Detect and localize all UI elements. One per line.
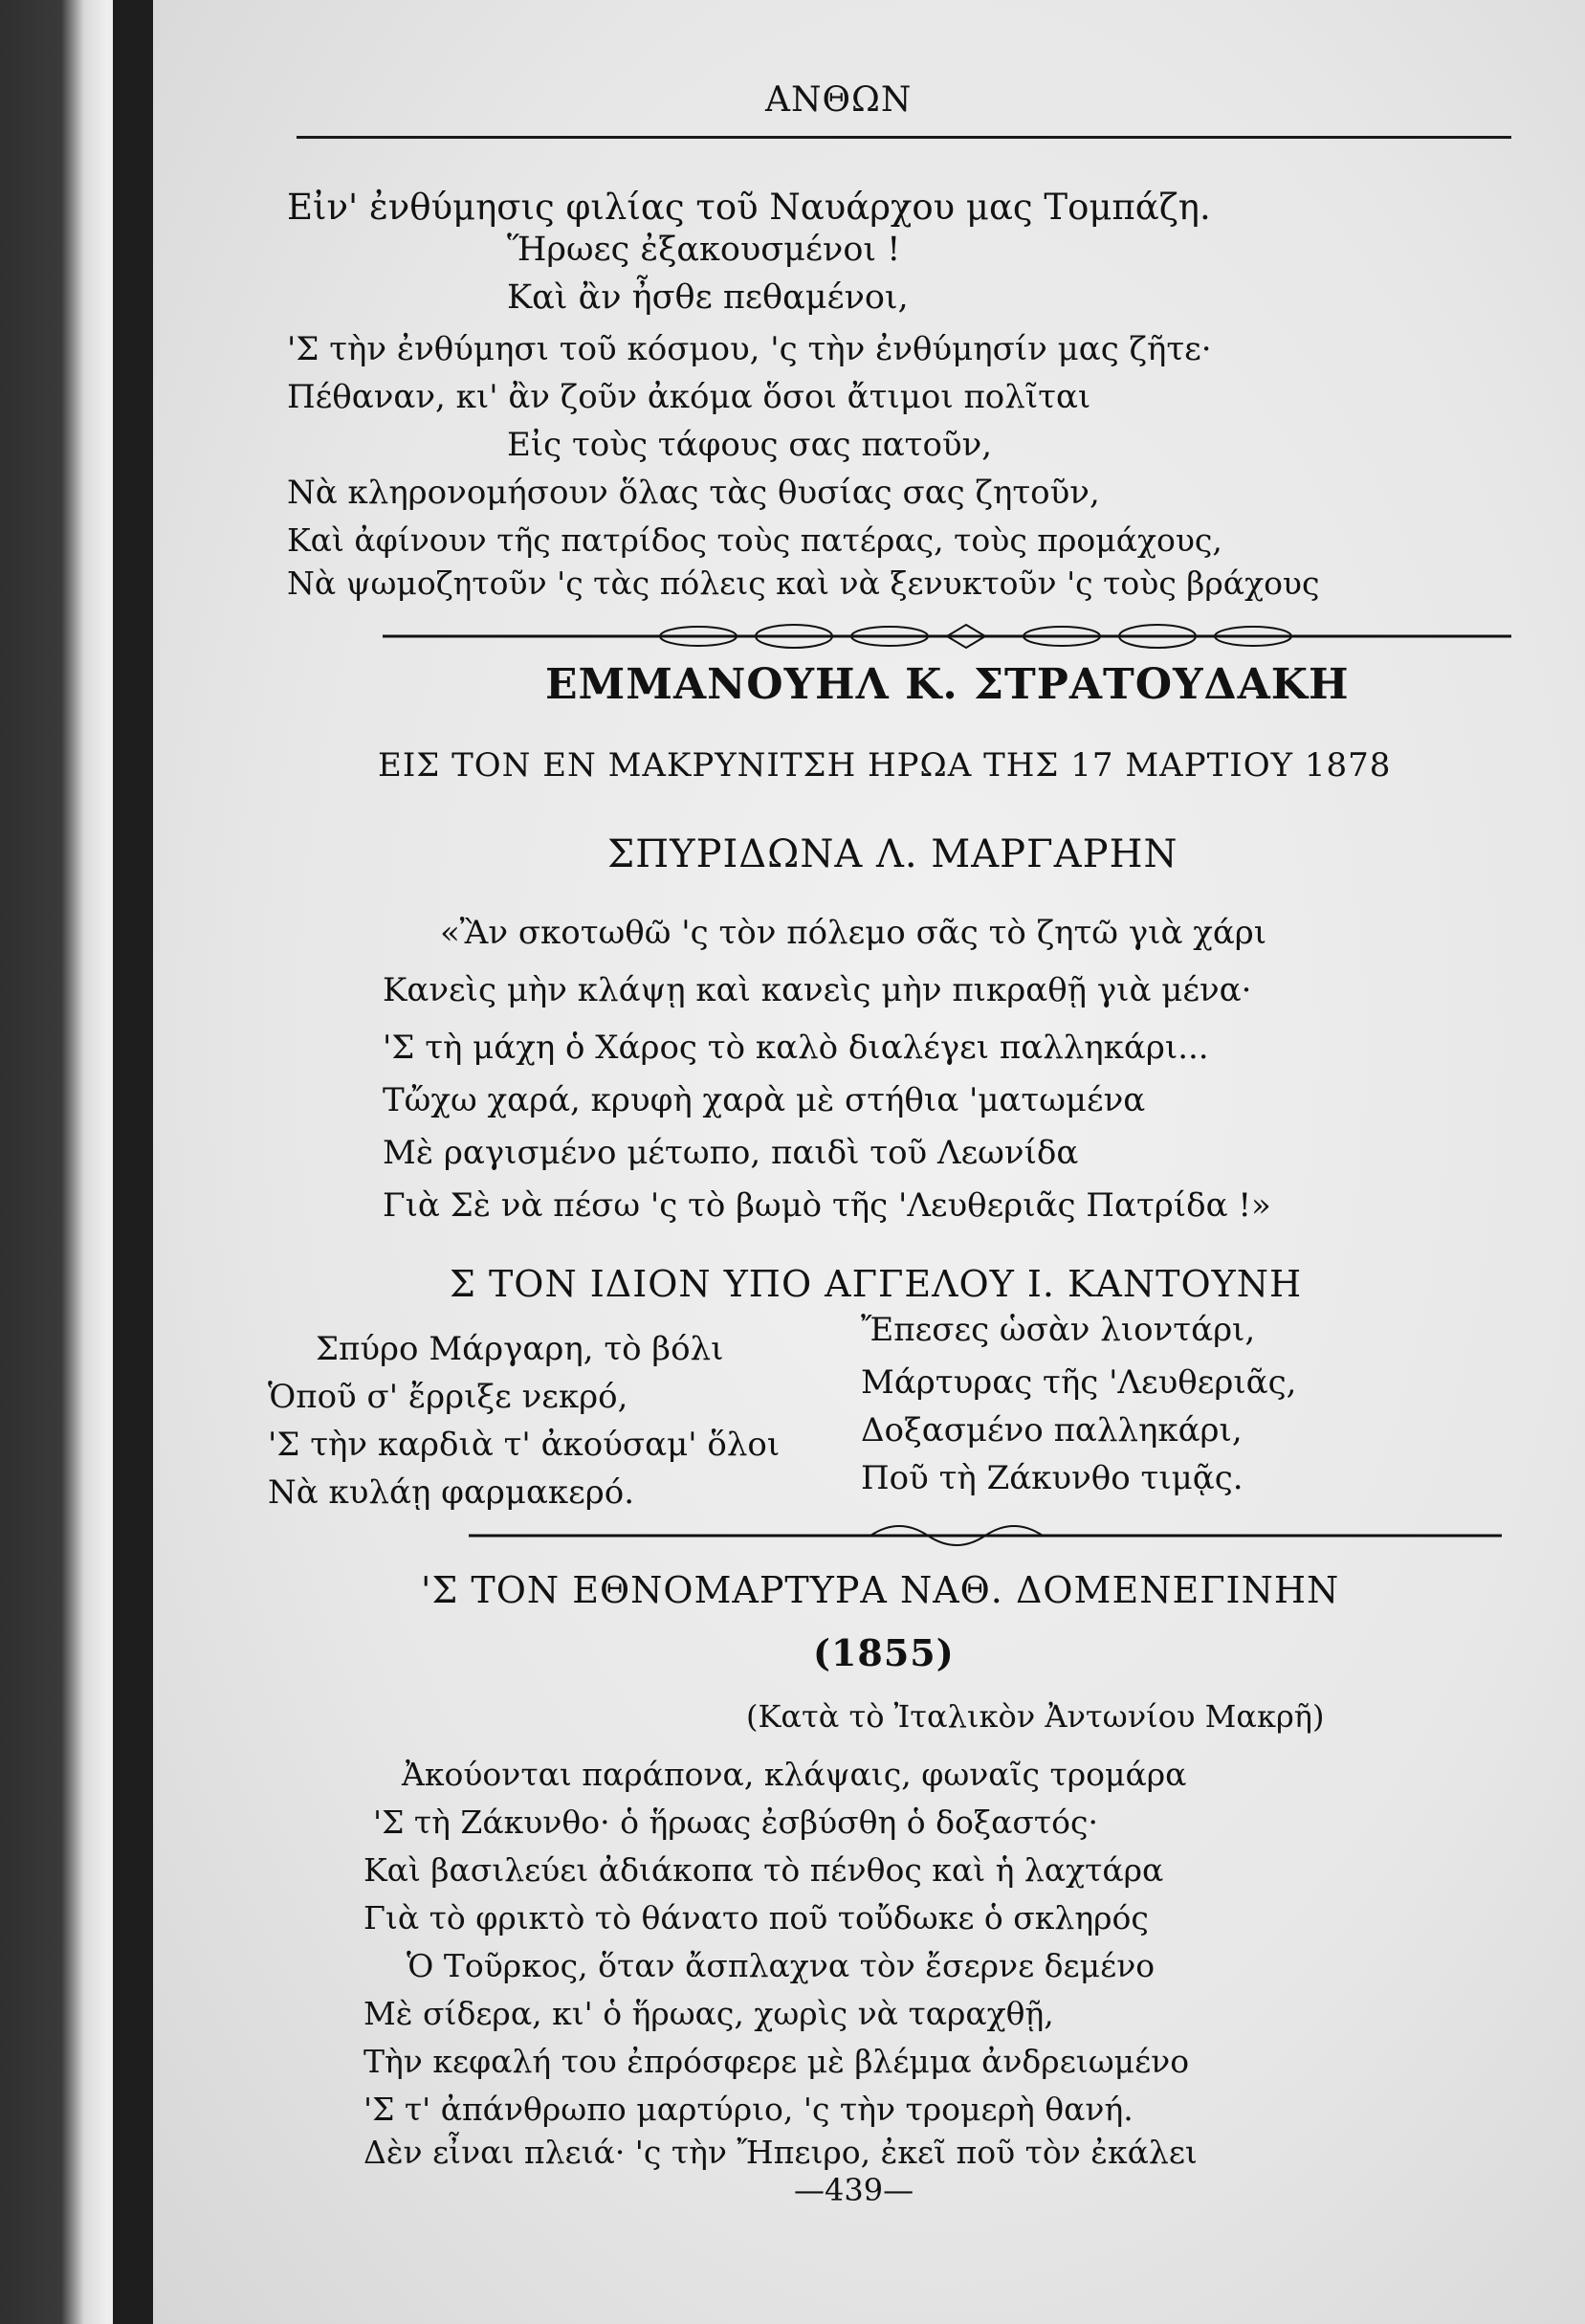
poem-line: Ἥρωες ἐξακουσμένοι ! xyxy=(507,231,901,269)
poem-subtitle: (Κατὰ τὸ Ἰταλικὸν Ἀντωνίου Μακρῆ) xyxy=(746,1698,1325,1735)
poem-line: Γιὰ Σὲ νὰ πέσω 'ς τὸ βωμὸ τῆς 'Λευθεριᾶς Πατρίδα !» xyxy=(383,1186,1271,1225)
poem-line: Νὰ ψωμοζητοῦν 'ς τὰς πόλεις καὶ νὰ ξενυκτοῦν 'ς τοὺς βράχους xyxy=(287,564,1320,602)
poem-line: Καὶ βασιλεύει ἀδιάκοπα τὸ πένθος καὶ ἡ λαχτάρα xyxy=(363,1851,1164,1889)
running-head: ΑΝΘΩΝ xyxy=(765,80,913,120)
poem-line: «Ἂν σκοτωθῶ 'ς τὸν πόλεμο σᾶς τὸ ζητῶ γιὰ χάρι xyxy=(440,914,1267,952)
poem-line: Ἀκούονται παράπονα, κλάψαις, φωναῖς τρομάρα xyxy=(402,1756,1187,1793)
poem-line: Ὁ Τοῦρκος, ὅταν ἄσπλαχνα τὸν ἔσερνε δεμένο xyxy=(407,1947,1156,1984)
poem-title: 'Σ ΤΟΝ ΕΘΝΟΜΑΡΤΥΡΑ ΝΑΘ. ΔΟΜΕΝΕΓΙΝΗΝ xyxy=(421,1569,1340,1611)
poem-line: 'Σ τὴν καρδιὰ τ' ἀκούσαμ' ὅλοι xyxy=(268,1426,781,1464)
poem-line: Τὴν κεφαλή του ἐπρόσφερε μὲ βλέμμα ἀνδρειωμένο xyxy=(363,2043,1190,2080)
poem-line: Δοξασμένο παλληκάρι, xyxy=(861,1411,1243,1450)
poem-subject: ΣΠΥΡΙΔΩΝΑ Λ. ΜΑΡΓΑΡΗΝ xyxy=(607,832,1178,876)
poem-line: Ποῦ τὴ Ζάκυνθο τιμᾷς. xyxy=(861,1459,1244,1497)
page-number: —439— xyxy=(794,2172,914,2208)
poem-line: Ὁποῦ σ' ἔρριξε νεκρό, xyxy=(268,1378,628,1416)
poem-line: Μὲ σίδερα, κι' ὁ ἥρωας, χωρὶς νὰ ταραχθῇ, xyxy=(363,1995,1054,2032)
poem-line: Εἰν' ἐνθύμησις φιλίας τοῦ Ναυάρχου μας Τομπάζη. xyxy=(287,187,1211,228)
poem-line: Σπύρο Μάργαρη, τὸ βόλι xyxy=(316,1330,724,1368)
poem-line: Δὲν εἶναι πλειά· 'ς τὴν Ἤπειρο, ἐκεῖ ποῦ τὸν ἐκάλει xyxy=(363,2134,1198,2171)
poem-line: Καὶ ἀφίνουν τῆς πατρίδος τοὺς πατέρας, τοὺς προμάχους, xyxy=(287,521,1222,559)
poem-year: (1855) xyxy=(813,1631,955,1674)
poem-line: Καὶ ἂν ἦσθε πεθαμένοι, xyxy=(507,278,909,317)
poem-line: Κανεὶς μὴν κλάψῃ καὶ κανεὶς μὴν πικραθῇ γιὰ μένα· xyxy=(383,971,1252,1009)
poem-title: ΕΙΣ ΤΟΝ ΕΝ ΜΑΚΡΥΝΙΤΣΗ ΗΡΩΑ ΤΗΣ 17 ΜΑΡΤΙΟΥ 1878 xyxy=(378,746,1392,785)
poem-line: Μάρτυρας τῆς 'Λευθεριᾶς, xyxy=(861,1363,1297,1402)
poem-line: Τὤχω χαρά, κρυφὴ χαρὰ μὲ στήθια 'ματωμένα xyxy=(383,1081,1146,1119)
ornament-divider xyxy=(383,617,1511,655)
ornament-divider xyxy=(469,1516,1502,1555)
poem-line: 'Σ τ' ἀπάνθρωπο μαρτύριο, 'ς τὴν τρομερὴ θανή. xyxy=(363,2091,1134,2128)
author-heading: ΕΜΜΑΝΟΥΗΛ Κ. ΣΤΡΑΤΟΥΔΑΚΗ xyxy=(545,660,1350,709)
poem-line: Ἔπεσες ὡσὰν λιοντάρι, xyxy=(861,1311,1256,1349)
gutter-shadow xyxy=(113,0,157,2324)
poem-line: Μὲ ραγισμένο μέτωπο, παιδὶ τοῦ Λεωνίδα xyxy=(383,1134,1079,1172)
poem-line: Νὰ κληρονομήσουν ὅλας τὰς θυσίας σας ζητοῦν, xyxy=(287,474,1100,512)
poem-line: 'Σ τὴ μάχη ὁ Χάρος τὸ καλὸ διαλέγει παλληκάρι... xyxy=(383,1029,1209,1067)
poem-line: Νὰ κυλάῃ φαρμακερό. xyxy=(268,1473,635,1512)
poem-line: Γιὰ τὸ φρικτὸ τὸ θάνατο ποῦ τοὔδωκε ὁ σκληρός xyxy=(363,1899,1149,1937)
poem-line: Εἰς τοὺς τάφους σας πατοῦν, xyxy=(507,426,993,464)
poem-line: 'Σ τὴν ἐνθύμησι τοῦ κόσμου, 'ς τὴν ἐνθύμησίν μας ζῆτε· xyxy=(287,330,1212,368)
book-page xyxy=(153,0,1585,2324)
poem-title: Σ ΤΟΝ ΙΔΙΟΝ ΥΠΟ ΑΓΓΕΛΟΥ Ι. ΚΑΝΤΟΥΝΗ xyxy=(450,1263,1303,1305)
poem-line: Πέθαναν, κι' ἂν ζοῦν ἀκόμα ὅσοι ἄτιμοι πολῖται xyxy=(287,378,1091,416)
poem-line: 'Σ τὴ Ζάκυνθο· ὁ ἥρωας ἐσβύσθη ὁ δοξαστός· xyxy=(373,1804,1098,1841)
header-rule xyxy=(297,136,1511,139)
